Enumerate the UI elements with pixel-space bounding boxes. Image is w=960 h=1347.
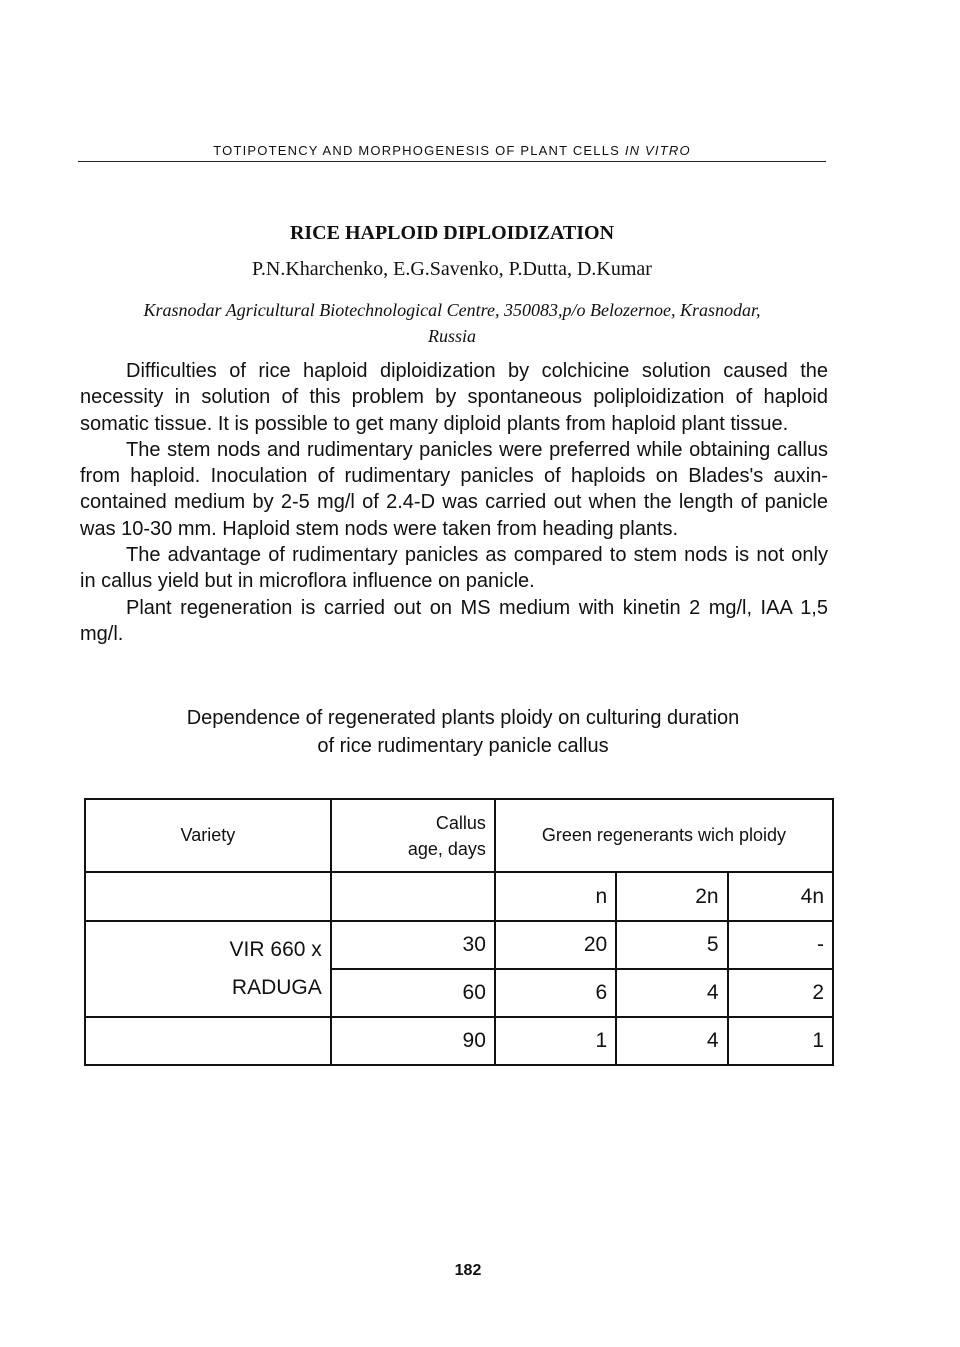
cell-age: 30 xyxy=(331,921,495,969)
variety-cell xyxy=(85,921,331,1017)
ploidy-table xyxy=(84,798,834,1066)
paper-title: RICE HAPLOID DIPLOIDIZATION xyxy=(289,222,615,244)
body-text xyxy=(80,358,828,647)
cell-2n: 4 xyxy=(616,969,727,1017)
running-head xyxy=(78,143,826,158)
header-callus-age-line-1: Callus xyxy=(435,812,486,833)
cell-n: 1 xyxy=(495,1017,616,1065)
running-head-main: TOTIPOTENCY AND MORPHOGENESIS OF PLANT CELLS xyxy=(213,143,621,158)
header-variety: Variety xyxy=(85,799,331,872)
affiliation xyxy=(78,297,826,349)
subheader-empty-variety xyxy=(85,872,331,921)
cell-2n: 4 xyxy=(616,1017,727,1065)
cell-variety-empty xyxy=(85,1017,331,1065)
page-number: 182 xyxy=(454,1262,482,1279)
paragraph-1: Difficulties of rice haploid diploidization by colchicine solution caused the necessity in solution of this problem by spontaneous poliploidization of haploid somatic tissue. It is possible to get many diploid plants from haploid plant tissue. xyxy=(80,360,828,435)
subheader-2n: 2n xyxy=(616,872,727,921)
cell-n: 6 xyxy=(495,969,616,1017)
header-green-regenerants: Green regenerants wich ploidy xyxy=(495,799,833,872)
table-header-row xyxy=(85,799,833,872)
table-subheader-row xyxy=(85,872,833,921)
table-row xyxy=(85,1017,833,1065)
table-caption-line-1: Dependence of regenerated plants ploidy on culturing duration xyxy=(186,707,740,729)
header-callus-age-line-2: age, days xyxy=(407,838,486,859)
header-callus-age xyxy=(331,799,495,872)
affiliation-line-2: Russia xyxy=(427,326,476,346)
affiliation-line-1: Krasnodar Agricultural Biotechnological Centre, 350083,p/o Belozernoe, Krasnodar, xyxy=(143,300,761,320)
cell-n: 20 xyxy=(495,921,616,969)
table-caption-line-2: of rice rudimentary panicle callus xyxy=(317,735,609,757)
subheader-empty-age xyxy=(331,872,495,921)
cell-age: 60 xyxy=(331,969,495,1017)
paragraph-2: The stem nods and rudimentary panicles were preferred while obtaining callus from haploid. Inoculation of rudimentary panicles of haploids on Blades's auxin-contained medium by 2-5 mg/l of 2.4-D was carried out when the length of panicle was 10-30 mm. Haploid stem nods were taken from heading plants. xyxy=(80,438,828,540)
variety-line-2: RADUGA xyxy=(231,976,322,999)
paragraph-4: Plant regeneration is carried out on MS medium with kinetin 2 mg/l, IAA 1,5 mg/l. xyxy=(80,596,828,645)
cell-4n: 2 xyxy=(728,969,833,1017)
subheader-n: n xyxy=(495,872,616,921)
table-caption xyxy=(78,704,848,760)
table-row xyxy=(85,921,833,969)
cell-4n: - xyxy=(728,921,833,969)
cell-2n: 5 xyxy=(616,921,727,969)
subheader-4n: 4n xyxy=(728,872,833,921)
cell-age: 90 xyxy=(331,1017,495,1065)
variety-line-1: VIR 660 x xyxy=(229,938,322,961)
paragraph-3: The advantage of rudimentary panicles as compared to stem nods is not only in callus yield but in microflora influence on panicle. xyxy=(80,544,828,593)
cell-4n: 1 xyxy=(728,1017,833,1065)
header-rule xyxy=(78,161,826,162)
authors: P.N.Kharchenko, E.G.Savenko, P.Dutta, D.Kumar xyxy=(252,258,652,280)
running-head-italic: IN VITRO xyxy=(624,143,691,158)
